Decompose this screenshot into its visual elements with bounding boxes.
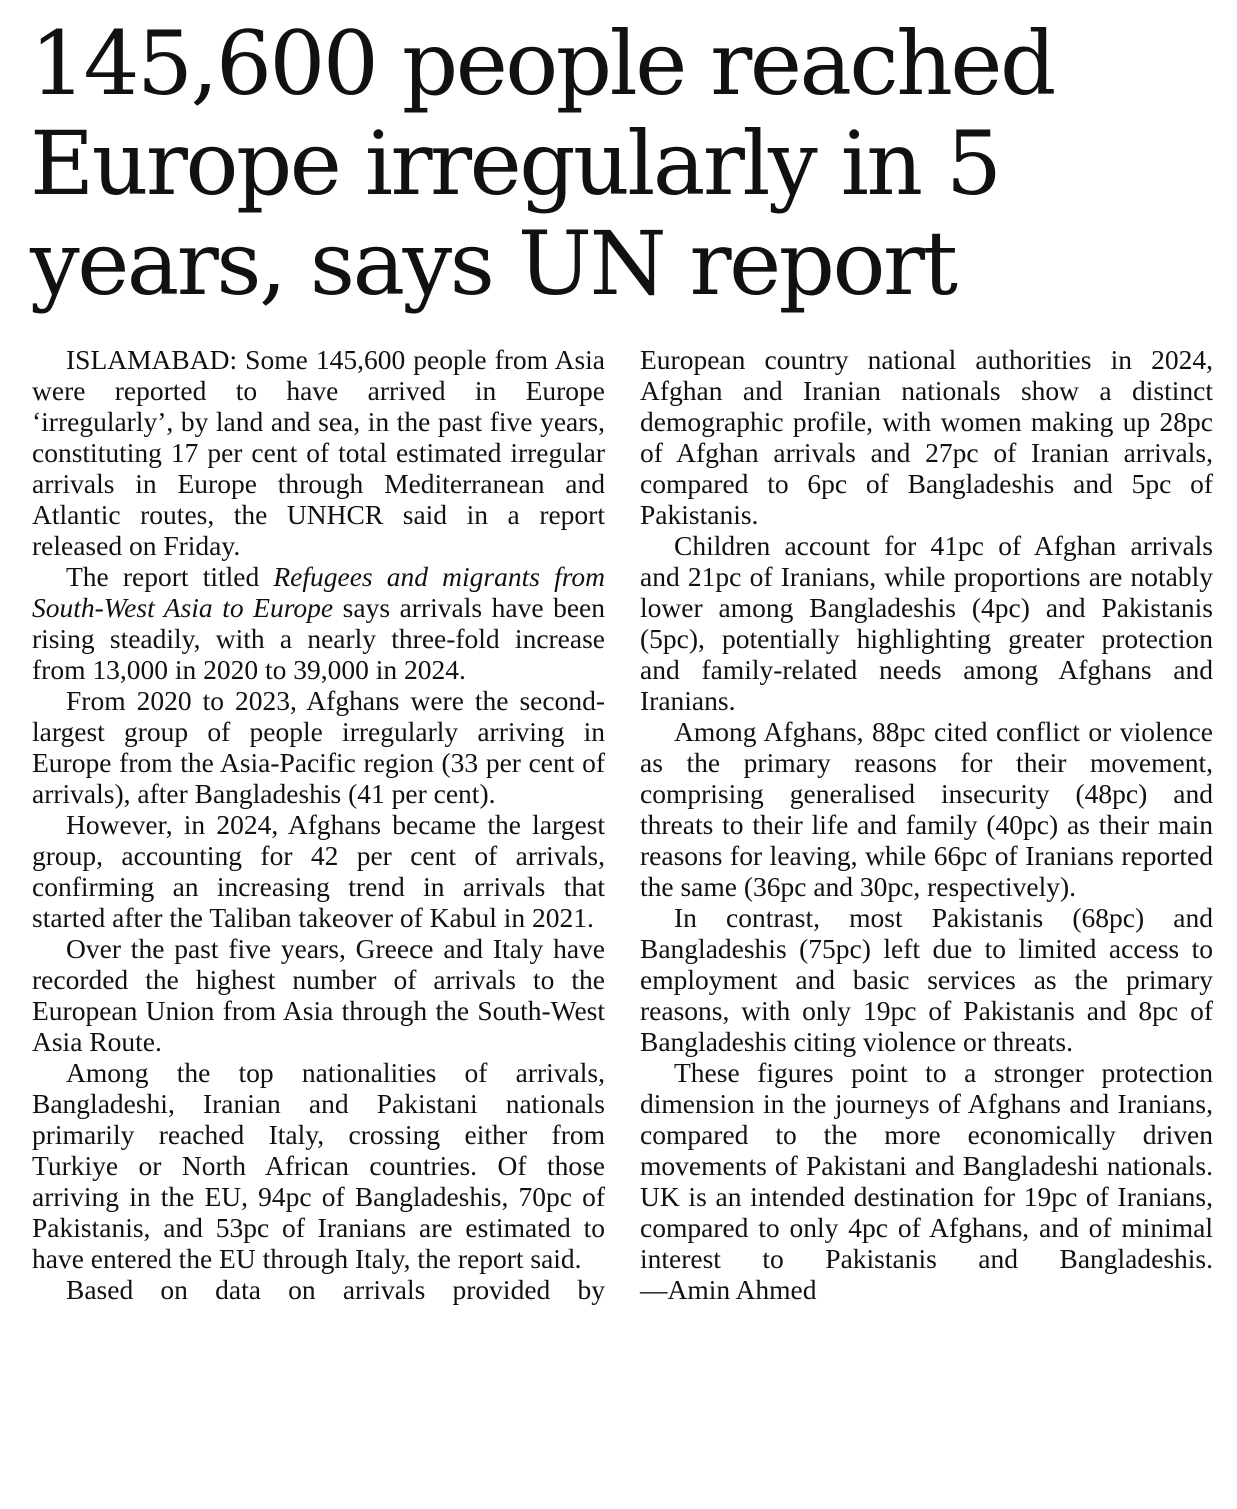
paragraph-dateline: ISLAMABAD: Some 145,600 people from Asia were reported to have arrived in Europe ‘irregularly’, by land and sea, in the past five years, constituting 17 per cent of total estimated irregular arrivals in Europe through Mediterranean and Atlantic routes, the UNHCR said in a report released on Friday. [32,344,605,561]
byline: —Amin Ahmed [640,1274,817,1305]
paragraph-figures: These figures point to a stronger protection dimension in the journeys of Afghans and Iranians, compared to the more economically driven movements of Pakistani and Bangladeshi nationals. UK is an intended destination for 19pc of Iranians, compared to only 4pc of Afghans, and of minimal interest to Pakistanis and Bangladeshis. [640,1057,1213,1274]
paragraph-greece-italy: Over the past five years, Greece and Italy have recorded the highest number of arrivals to the European Union from Asia through the South-West Asia Route. [32,933,605,1057]
paragraph-contrast: In contrast, most Pakistanis (68pc) and Bangladeshis (75pc) left due to limited access to employment and basic services as the primary reasons, with only 19pc of Pakistanis and 8pc of Bangladeshis citing violence or threats. [640,902,1213,1057]
report-title: Refugees and migrants from South-West Asia to Europe [32,561,606,623]
paragraph-2024: However, in 2024, Afghans became the largest group, accounting for 42 per cent of arrivals, confirming an increasing trend in arrivals that started after the Taliban takeover of Kabul in 2021. [32,809,605,933]
paragraph-based-on-data: Based on data on arrivals provided by [66,1274,605,1305]
paragraph-children: Children account for 41pc of Afghan arrivals and 21pc of Iranians, while proportions are notably lower among Bangladeshis (4pc) and Pakistanis (5pc), potentially highlighting greater protection and family-related needs among Afghans and Iranians. [640,530,1213,716]
paragraph-demographic-profile: European country national authorities in 2024, Afghan and Iranian nationals show a distinct demographic profile, with women making up 28pc of Afghan arrivals and 27pc of Iranian arrivals, compared to 6pc of Bangladeshis and 5pc of Pakistanis. [640,344,1213,530]
paragraph-text: The report titled [66,561,274,592]
paragraph-text: says arrivals have been rising steadily, with a nearly three-fold increase from 13,000 in 2020 to 39,000 in 2024. [32,592,605,685]
right-column [640,344,1213,1305]
paragraph-afghan-reasons: Among Afghans, 88pc cited conflict or violence as the primary reasons for their movement, comprising generalised insecurity (48pc) and threats to their life and family (40pc) as their main reasons for leaving, while 66pc of Iranians reported the same (36pc and 30pc, respectively). [640,716,1213,902]
paragraph-top-nationalities: Among the top nationalities of arrivals, Bangladeshi, Iranian and Pakistani nationals primarily reached Italy, crossing either from Turkiye or North African countries. Of those arriving in the EU, 94pc of Bangladeshis, 70pc of Pakistanis, and 53pc of Iranians are estimated to have entered the EU through Italy, the report said. [32,1057,605,1274]
headline: 145,600 people reached Europe irregularly in 5 years, says UN report [30,12,1054,315]
paragraph-report-title [32,561,605,685]
paragraph-2020-2023: From 2020 to 2023, Afghans were the second-largest group of people irregularly arriving in Europe from the Asia-Pacific region (33 per cent of arrivals), after Bangladeshis (41 per cent). [32,685,605,809]
left-column [32,344,605,1305]
